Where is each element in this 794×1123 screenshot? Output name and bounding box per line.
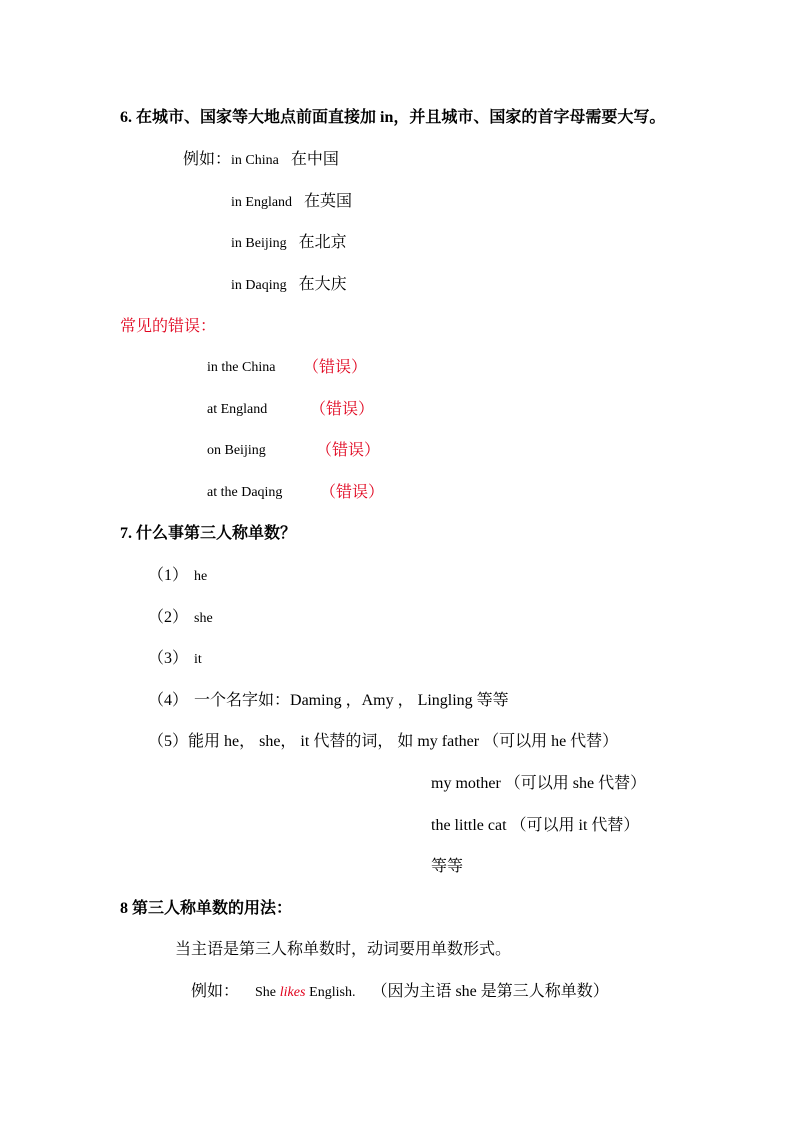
section-8-heading: 8 第三人称单数的用法： bbox=[120, 900, 293, 917]
error-tag: （错误） bbox=[320, 484, 385, 501]
list-number: （3） bbox=[148, 650, 189, 667]
example-en: in Beijing bbox=[231, 236, 287, 251]
error-example: in the China bbox=[207, 360, 276, 375]
example-label: 例如： bbox=[191, 983, 240, 1000]
example-en: in China bbox=[231, 153, 279, 168]
list-item-continuation: the little cat （可以用 it 代替） bbox=[431, 817, 640, 834]
example-subject: She bbox=[255, 985, 277, 1000]
example-cn: 在北京 bbox=[298, 234, 347, 251]
example-row bbox=[231, 275, 347, 296]
list-number: （2） bbox=[148, 609, 189, 626]
list-item-continuation: 等等 bbox=[431, 858, 464, 875]
example-cn: 在英国 bbox=[304, 193, 353, 210]
example-row bbox=[183, 150, 339, 171]
example-row bbox=[231, 192, 352, 213]
list-item bbox=[148, 691, 509, 711]
list-item bbox=[148, 566, 207, 587]
error-example: at the Daqing bbox=[207, 485, 283, 500]
error-tag: （错误） bbox=[310, 401, 375, 418]
example-cn: 在中国 bbox=[290, 151, 339, 168]
example-en: in England bbox=[231, 195, 293, 210]
list-item bbox=[148, 649, 202, 670]
list-text: he bbox=[194, 569, 208, 584]
example-row bbox=[231, 233, 347, 254]
section-7-heading: 7. 什么事第三人称单数？ bbox=[120, 525, 297, 542]
list-item bbox=[148, 608, 213, 629]
rule-text: 当主语是第三人称单数时，动词要用单数形式。 bbox=[175, 941, 512, 958]
list-item-continuation: my mother （可以用 she 代替） bbox=[431, 775, 647, 792]
error-example: at England bbox=[207, 402, 268, 417]
error-tag: （错误） bbox=[316, 442, 381, 459]
example-object: English. bbox=[309, 985, 356, 1000]
list-number: （1） bbox=[148, 567, 189, 584]
example-verb: likes bbox=[279, 985, 306, 1000]
example-note: （因为主语 she 是第三人称单数） bbox=[371, 983, 609, 1000]
error-example: on Beijing bbox=[207, 443, 266, 458]
list-number: （4） bbox=[148, 692, 189, 709]
example-en: in Daqing bbox=[231, 278, 287, 293]
list-item: （5）能用 he， she， it 代替的词， 如 my father （可以用 he 代替） bbox=[148, 733, 619, 750]
example-label: 例如： bbox=[183, 151, 232, 168]
list-text: she bbox=[194, 611, 213, 626]
list-text: 一个名字如：Daming ，Amy ， Lingling 等等 bbox=[194, 692, 509, 709]
error-tag: （错误） bbox=[303, 359, 368, 376]
example-cn: 在大庆 bbox=[298, 276, 347, 293]
section-6-heading: 6. 在城市、国家等大地点前面直接加 in，并且城市、国家的首字母需要大写。 bbox=[120, 109, 666, 126]
example-row bbox=[191, 982, 609, 1003]
list-text: it bbox=[194, 652, 202, 667]
errors-title: 常见的错误： bbox=[120, 318, 217, 335]
